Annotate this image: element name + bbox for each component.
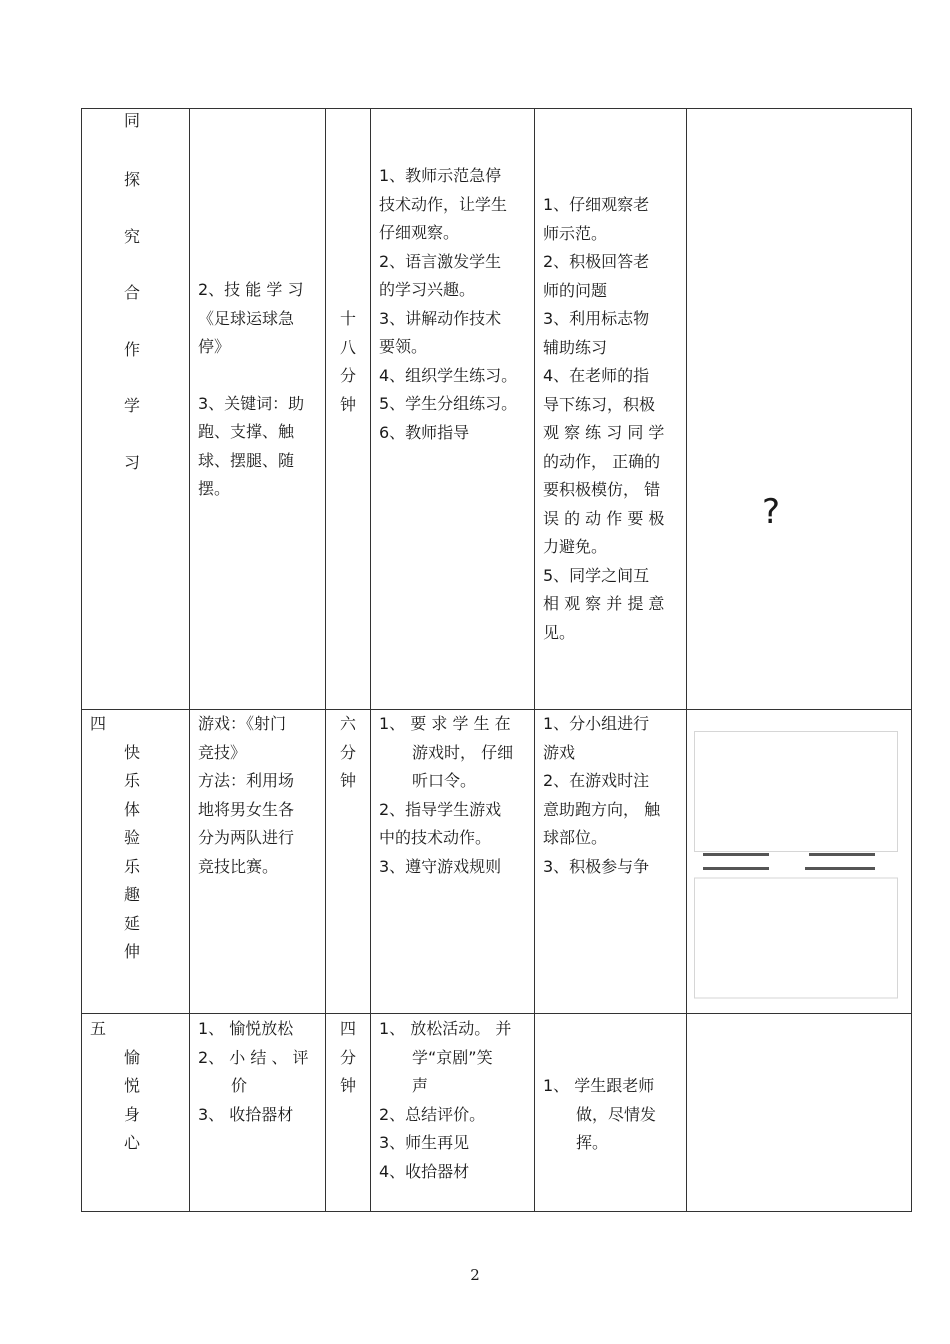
skill-title-line: 2、技 能 学 习	[198, 280, 304, 299]
keywords-line: 跑、支撑、触	[198, 422, 295, 441]
time-char: 钟	[339, 771, 356, 790]
student-line: 的动作， 正确的	[543, 451, 661, 471]
stage-char: 同	[124, 111, 141, 130]
content-cell	[190, 710, 326, 1014]
student-line: 2、在游戏时注	[543, 771, 650, 790]
time-char: 分	[339, 1047, 356, 1067]
student-activity-cell	[535, 109, 687, 710]
teacher-line: 4、组织学生练习。	[379, 365, 518, 385]
time-char: 分	[339, 742, 356, 762]
stage-char: 探	[124, 170, 141, 189]
lesson-plan-table	[81, 108, 912, 1212]
teacher-line: 学“京剧”笑	[412, 1047, 493, 1067]
stage-char: 乐	[124, 771, 141, 790]
stage-char: 体	[124, 799, 141, 819]
field-bottom-rect	[695, 878, 898, 998]
relax-line: 1、 愉悦放松	[198, 1019, 294, 1038]
figure-cell	[687, 109, 912, 710]
teacher-line: 要领。	[379, 337, 428, 356]
teacher-line: 3、师生再见	[379, 1133, 470, 1152]
teacher-line: 2、总结评价。	[379, 1104, 486, 1124]
stage-char: 作	[124, 339, 141, 359]
student-line: 意助跑方向， 触	[543, 799, 661, 819]
time-char: 分	[339, 366, 356, 385]
teacher-line: 1、 放松活动。 并	[379, 1019, 512, 1038]
table-row-cooperative-learning	[82, 109, 912, 710]
stage-char: 悦	[124, 1076, 141, 1095]
time-char: 八	[339, 337, 356, 357]
game-line: 游戏：《射门	[198, 714, 287, 733]
stage-char: 习	[124, 452, 141, 472]
student-line: 师的问题	[543, 280, 608, 300]
goal-bar	[703, 853, 769, 856]
stage-cell	[82, 1014, 190, 1212]
time-char: 钟	[339, 394, 356, 414]
game-line: 地将男女生各	[198, 799, 295, 819]
teacher-line: 声	[412, 1076, 429, 1095]
stage-char: 愉	[124, 1047, 141, 1067]
student-line: 见。	[543, 622, 576, 642]
student-line: 5、同学之间互	[543, 565, 650, 585]
stage-char: 乐	[124, 856, 141, 876]
student-line: 挥。	[576, 1133, 609, 1152]
game-line: 竞技比赛。	[198, 856, 279, 876]
table-row-relax	[82, 1014, 912, 1212]
field-diagram	[694, 731, 898, 999]
teacher-line: 1、 要 求 学 生 在	[379, 714, 511, 733]
figure-placeholder: ?	[762, 492, 781, 532]
student-line: 辅助练习	[543, 337, 608, 357]
student-line: 师示范。	[543, 223, 608, 243]
time-char: 钟	[339, 1076, 356, 1095]
game-line: 分为两队进行	[198, 828, 295, 847]
keywords-line: 3、关键词：助	[198, 393, 305, 413]
student-line: 要积极模仿， 错	[543, 480, 661, 499]
teacher-activity-cell	[371, 710, 535, 1014]
stage-char: 身	[124, 1104, 141, 1124]
student-line: 1、分小组进行	[543, 714, 650, 733]
time-cell	[326, 1014, 371, 1212]
student-line: 3、利用标志物	[543, 309, 650, 328]
keywords-line: 球、摆腿、随	[198, 450, 295, 470]
stage-char: 趣	[124, 885, 141, 904]
teacher-activity-cell	[371, 109, 535, 710]
stage-char: 心	[124, 1133, 141, 1152]
stage-cell	[82, 710, 190, 1014]
game-line: 竞技》	[198, 742, 247, 762]
student-line: 2、积极回答老	[543, 252, 650, 271]
teacher-line: 3、遵守游戏规则	[379, 856, 502, 876]
student-line: 做，尽情发	[576, 1104, 657, 1124]
stage-char: 延	[124, 913, 141, 933]
student-line: 1、仔细观察老	[543, 195, 650, 214]
student-line: 观 察 练 习 同 学	[543, 423, 665, 442]
relax-line: 价	[231, 1076, 248, 1095]
student-activity-cell	[535, 710, 687, 1014]
time-cell	[326, 109, 371, 710]
teacher-line: 1、教师示范急停	[379, 166, 502, 185]
skill-title-line: 《足球运球急	[198, 308, 295, 328]
teacher-line: 技术动作，让学生	[379, 194, 508, 214]
stage-char: 伸	[124, 942, 141, 961]
skill-title-line: 停》	[198, 337, 231, 356]
empty-cell	[687, 1014, 912, 1212]
student-line: 4、在老师的指	[543, 366, 650, 385]
teacher-line: 5、学生分组练习。	[379, 394, 518, 413]
student-line: 力避免。	[543, 537, 608, 556]
student-line: 误 的 动 作 要 极	[543, 508, 665, 528]
stage-number: 五	[90, 1019, 107, 1038]
teacher-line: 仔细观察。	[379, 223, 460, 242]
teacher-line: 的学习兴趣。	[379, 280, 476, 299]
teacher-line: 2、语言激发学生	[379, 251, 502, 271]
teacher-line: 6、教师指导	[379, 422, 470, 442]
stage-char: 学	[124, 396, 141, 415]
goal-bar	[703, 867, 769, 870]
content-cell	[190, 109, 326, 710]
time-char: 四	[339, 1019, 356, 1038]
keywords-line: 摆。	[198, 479, 231, 498]
field-top-rect	[695, 732, 898, 852]
time-char: 六	[339, 714, 356, 733]
teacher-activity-cell	[371, 1014, 535, 1212]
stage-char: 验	[124, 828, 141, 847]
student-line: 3、积极参与争	[543, 856, 650, 876]
student-line: 球部位。	[543, 828, 608, 847]
time-cell	[326, 710, 371, 1014]
student-activity-cell	[535, 1014, 687, 1212]
teacher-line: 4、收拾器材	[379, 1161, 470, 1181]
goal-bar	[809, 853, 875, 856]
game-line: 方法：利用场	[198, 771, 295, 790]
student-line: 导下练习，积极	[543, 394, 656, 414]
stage-char: 究	[124, 226, 141, 246]
time-char: 十	[339, 309, 356, 328]
stage-cell	[82, 109, 190, 710]
relax-line: 2、 小 结 、 评	[198, 1047, 309, 1067]
stage-char: 快	[124, 742, 141, 762]
goal-bar	[805, 867, 875, 870]
relax-line: 3、 收拾器材	[198, 1104, 294, 1124]
teacher-line: 游戏时， 仔细	[412, 742, 514, 762]
student-line: 相 观 察 并 提 意	[543, 594, 665, 613]
stage-char: 合	[124, 283, 141, 302]
page-number: 2	[470, 1266, 480, 1284]
content-cell	[190, 1014, 326, 1212]
teacher-line: 听口令。	[412, 771, 477, 790]
student-line: 1、 学生跟老师	[543, 1076, 655, 1095]
teacher-line: 中的技术动作。	[379, 828, 492, 847]
stage-number: 四	[90, 714, 107, 733]
teacher-line: 3、讲解动作技术	[379, 308, 502, 328]
student-line: 游戏	[543, 742, 576, 762]
teacher-line: 2、指导学生游戏	[379, 799, 502, 819]
